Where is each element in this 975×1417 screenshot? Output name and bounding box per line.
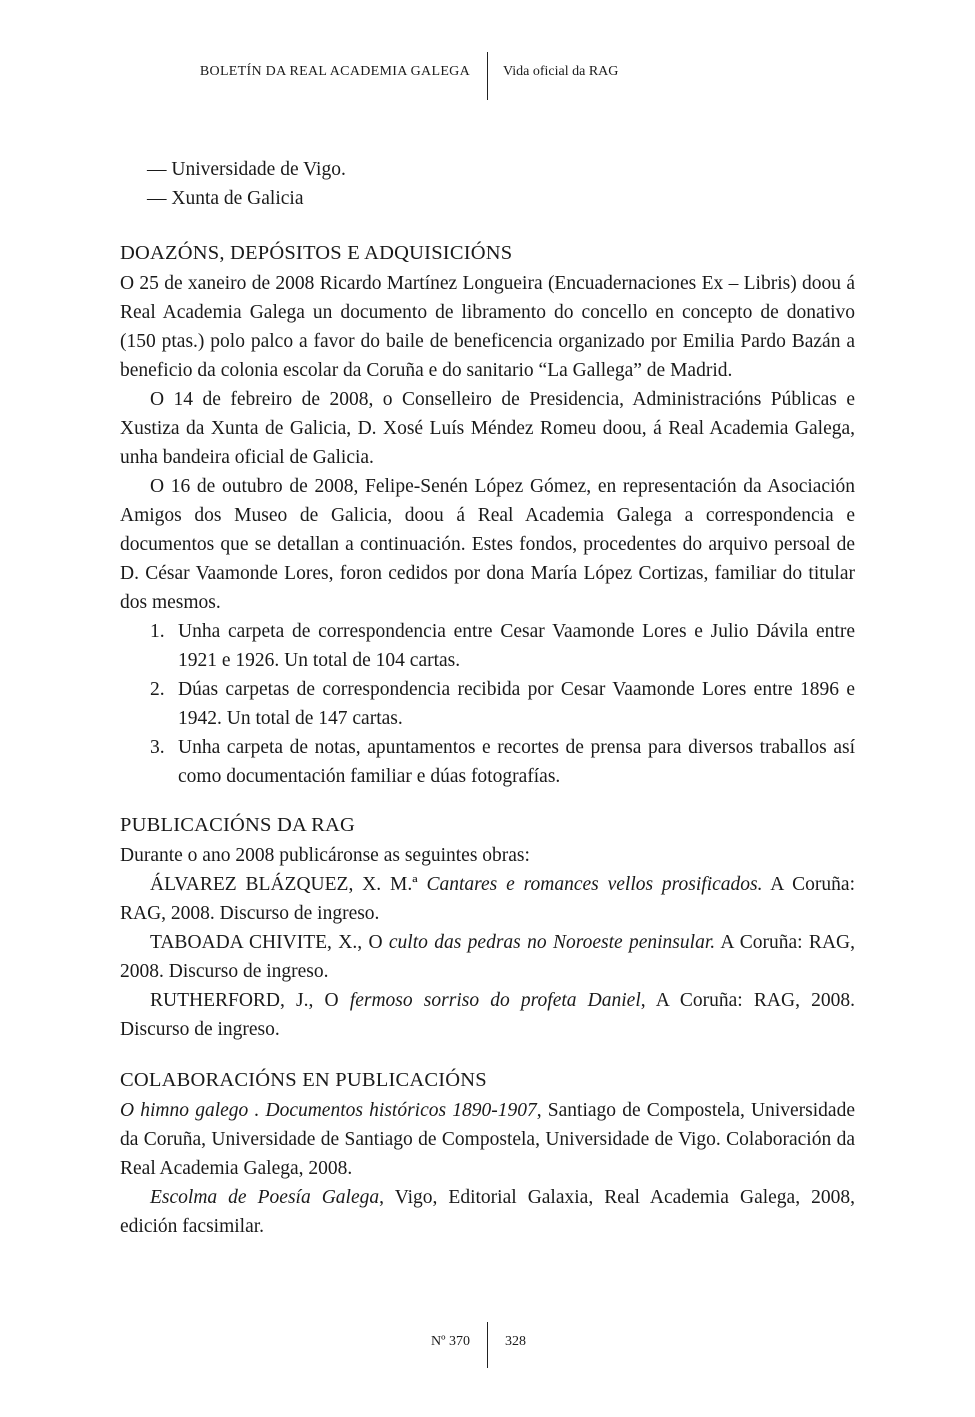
- paragraph: O 16 de outubro de 2008, Felipe-Senén López Gómez, en representación da Asociación Amigos dos Museo de Galicia, doou á Real Academia Galega a correspondencia e documentos que se detallan a continuación. Estes fondos, procedentes do arquivo persoal de D. César Vaamonde Lores, foron cedidos por dona María López Cortizas, familiar do titular dos mesmos.: [120, 476, 855, 613]
- running-header: [0, 52, 975, 100]
- entry-details: , A Coruña: RAG, 2008. Discurso de ingreso.: [120, 990, 855, 1040]
- issue-number: Nº 370: [431, 1334, 470, 1349]
- bibliography-entry: [120, 986, 855, 1044]
- list-item-text: Dúas carpetas de correspondencia recibida por Cesar Vaamonde Lores entre 1896 e 1942. Un total de 147 cartas.: [178, 679, 855, 729]
- paragraph: O 25 de xaneiro de 2008 Ricardo Martínez Longueira (Encuadernaciones Ex – Libris) doou á Real Academia Galega un documento de libramento do concello en concepto de donativo (150 ptas.) polo palco a favor do baile de beneficencia organizado por Emilia Pardo Bazán a beneficio da colonia escolar da Coruña e do sanitario “La Gallega” de Madrid.: [120, 273, 855, 381]
- entry-title: fermoso sorriso do profeta Daniel: [349, 990, 641, 1011]
- list-number: 2.: [150, 679, 165, 700]
- entry-author: ÁLVAREZ BLÁZQUEZ, X. M.ª: [150, 874, 427, 895]
- footer-divider: [487, 1322, 488, 1368]
- list-item: [120, 733, 855, 791]
- list-number: 1.: [150, 621, 165, 642]
- bibliography-entry: [120, 1096, 855, 1183]
- entry-details: , Santiago de Compostela, Universidade da Coruña, Universidade de Santiago de Compostela, Universidade de Vigo. Colaboración da Real Academia Galega, 2008.: [120, 1100, 855, 1179]
- section-heading-donations: DOAZÓNS, DEPÓSITOS E ADQUISICIÓNS: [120, 242, 513, 264]
- section-heading-publications: PUBLICACIÓNS DA RAG: [120, 814, 356, 836]
- donation-items-list: [120, 617, 855, 791]
- entry-details: A Coruña: RAG, 2008. Discurso de ingreso.: [120, 932, 855, 982]
- page-number: 328: [505, 1334, 526, 1349]
- entry-title: O himno galego . Documentos históricos 1890-1907: [120, 1100, 537, 1121]
- section-heading-collaborations: COLABORACIÓNS EN PUBLICACIÓNS: [120, 1069, 487, 1091]
- paragraph: Durante o ano 2008 publicáronse as seguintes obras:: [120, 845, 530, 866]
- section-title: Vida oficial da RAG: [503, 64, 619, 79]
- running-footer: [0, 1322, 975, 1368]
- entry-title: Escolma de Poesía Galega: [150, 1187, 380, 1208]
- intro-list-item: — Xunta de Galicia: [147, 188, 304, 209]
- bibliography-entry: [120, 928, 855, 986]
- journal-title: BOLETÍN DA REAL ACADEMIA GALEGA: [199, 64, 470, 79]
- entry-details: , Vigo, Editorial Galaxia, Real Academia Galega, 2008, edición facsimilar.: [120, 1187, 855, 1237]
- list-item: [120, 675, 855, 733]
- list-item-text: Unha carpeta de notas, apuntamentos e recortes de prensa para diversos traballos así como documentación familiar e dúas fotografías.: [178, 737, 855, 787]
- page-body: [120, 155, 855, 1241]
- entry-author: RUTHERFORD, J., O: [150, 990, 350, 1011]
- paragraph: O 14 de febreiro de 2008, o Conselleiro de Presidencia, Administracións Públicas e Xustiza da Xunta de Galicia, D. Xosé Luís Méndez Romeu doou, á Real Academia Galega, unha bandeira oficial de Galicia.: [120, 389, 855, 468]
- entry-title: Cantares e romances vellos prosificados.: [426, 874, 763, 895]
- list-item-text: Unha carpeta de correspondencia entre Cesar Vaamonde Lores e Julio Dávila entre 1921 e 1926. Un total de 104 cartas.: [178, 621, 855, 671]
- entry-details: A Coruña: RAG, 2008. Discurso de ingreso.: [120, 874, 855, 924]
- entry-title: culto das pedras no Noroeste peninsular.: [388, 932, 716, 953]
- bibliography-entry: [120, 1183, 855, 1241]
- list-number: 3.: [150, 737, 165, 758]
- bibliography-entry: [120, 870, 855, 928]
- list-item: [120, 617, 855, 675]
- header-divider: [487, 52, 488, 100]
- intro-list-item: — Universidade de Vigo.: [147, 159, 346, 180]
- entry-author: TABOADA CHIVITE, X., O: [150, 932, 389, 953]
